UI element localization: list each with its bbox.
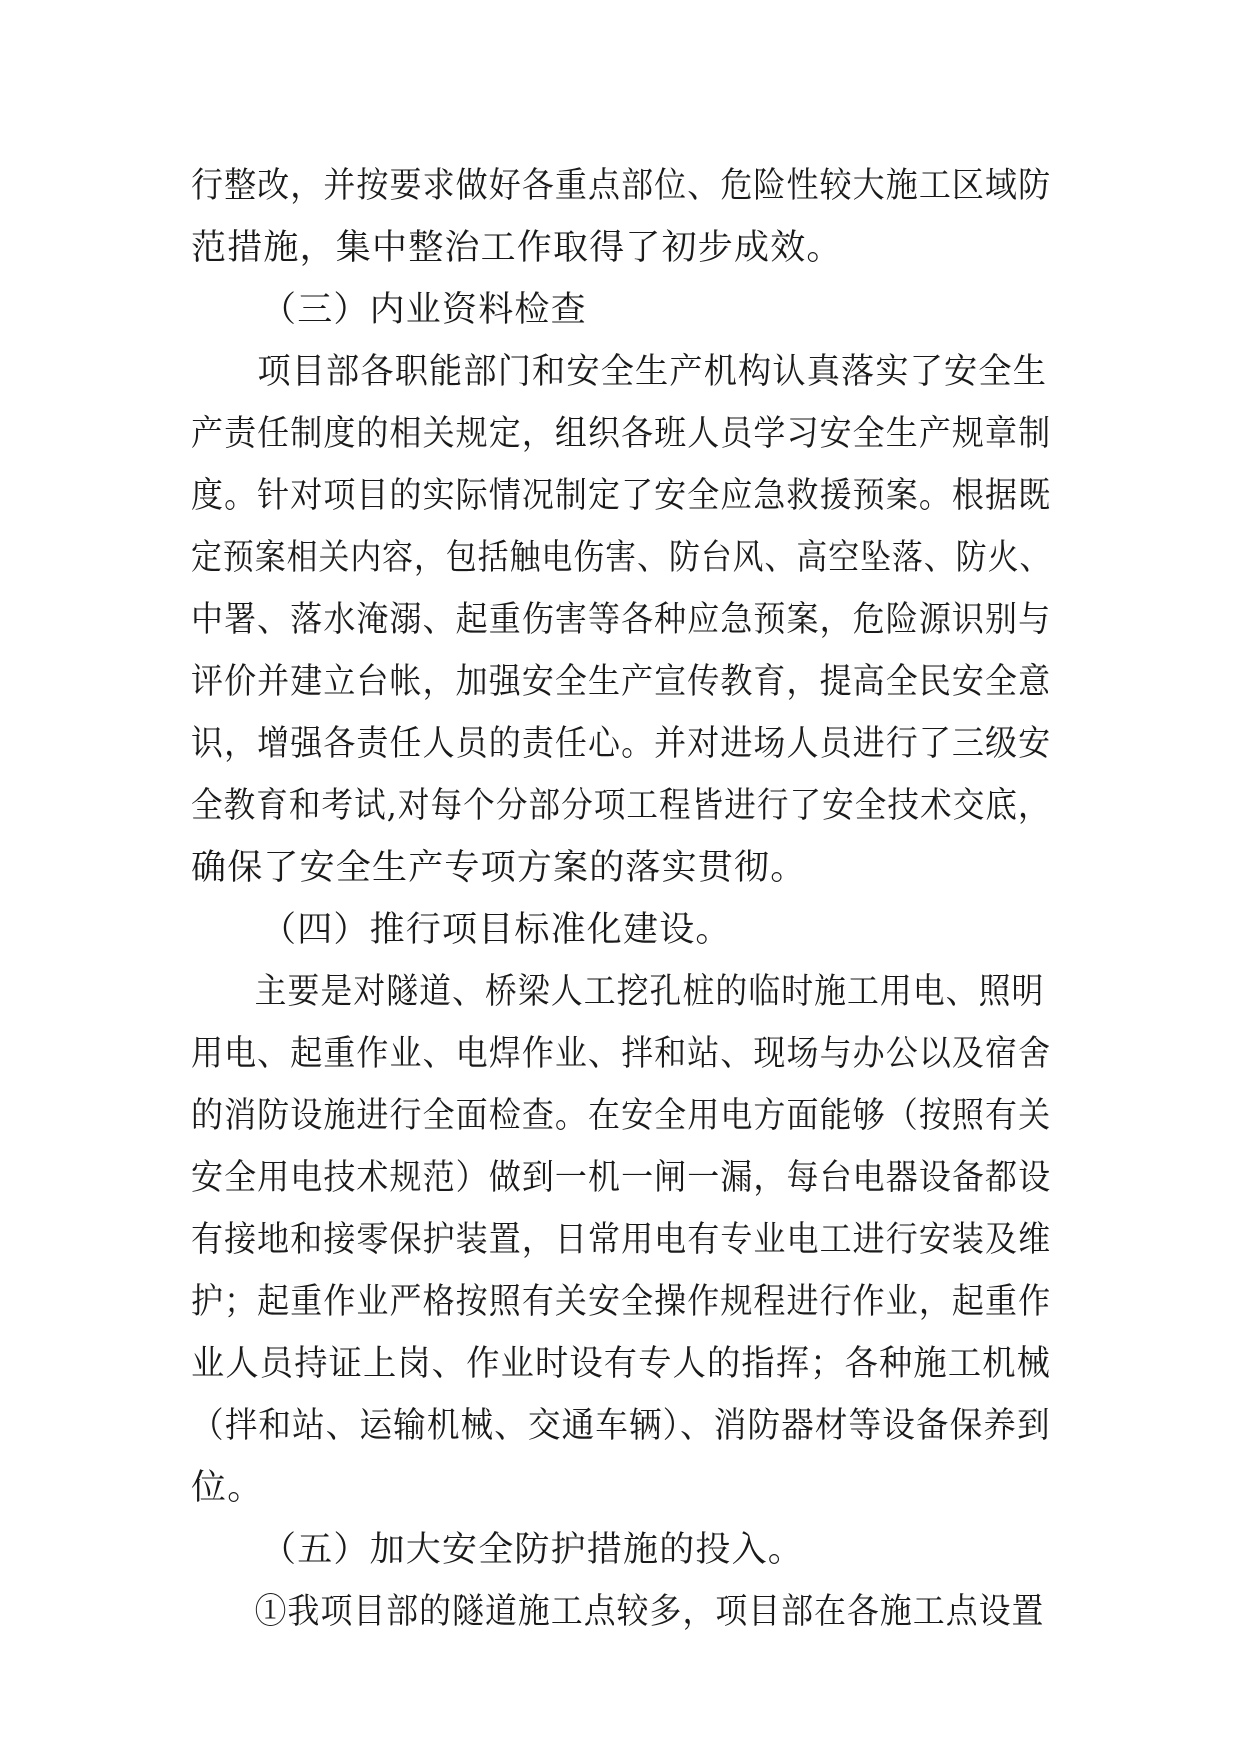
text-line: 确保了安全生产专项方案的落实贯彻。	[191, 848, 807, 888]
paragraph-standardization	[191, 961, 1051, 1519]
text-line: 范措施，集中整治工作取得了初步成效。	[191, 228, 843, 268]
text-line: 有接地和接零保护装置，日常用电有专业电工进行安装及维	[191, 1220, 1052, 1260]
text-line: 全教育和考试,对每个分部分项工程皆进行了安全技术交底，	[191, 786, 1051, 826]
text-line: 主要是对隧道、桥梁人工挖孔桩的临时施工用电、照明	[254, 972, 1045, 1012]
text-line: （拌和站、运输机械、交通车辆）、消防器材等设备保养到	[191, 1406, 1051, 1446]
text-line: 的消防设施进行全面检查。在安全用电方面能够（按照有关	[191, 1096, 1052, 1136]
paragraph-rectification	[191, 155, 1051, 279]
text-line: 位。	[191, 1468, 264, 1508]
text-line: ①我项目部的隧道施工点较多，项目部在各施工点设置	[254, 1592, 1045, 1632]
document-body	[191, 155, 1051, 1643]
text-line: 定预案相关内容，包括触电伤害、防台风、高空坠落、防火、	[191, 538, 1052, 578]
text-line: 度。针对项目的实际情况制定了安全应急救援预案。根据既	[191, 476, 1052, 516]
text-line: 项目部各职能部门和安全生产机构认真落实了安全生	[257, 352, 1048, 392]
text-line: 护；起重作业严格按照有关安全操作规程进行作业，起重作	[191, 1282, 1052, 1322]
text-line: 行整改，并按要求做好各重点部位、危险性较大施工区域防	[191, 166, 1052, 206]
text-line: 安全用电技术规范）做到一机一闸一漏，每台电器设备都设	[191, 1158, 1052, 1198]
paragraph-protection-measures	[191, 1581, 1051, 1643]
text-line: 产责任制度的相关规定，组织各班人员学习安全生产规章制	[191, 414, 1052, 454]
section-heading-4: （四）推行项目标准化建设。	[261, 910, 732, 950]
text-line: 识，增强各责任人员的责任心。并对进场人员进行了三级安	[191, 724, 1052, 764]
text-line: 评价并建立台帐，加强安全生产宣传教育，提高全民安全意	[191, 662, 1052, 702]
section-heading-5: （五）加大安全防护措施的投入。	[261, 1530, 805, 1570]
text-line: 业人员持证上岗、作业时设有专人的指挥；各种施工机械	[191, 1344, 1052, 1384]
section-heading-3: （三）内业资料检查	[261, 290, 587, 330]
text-line: 用电、起重作业、电焊作业、拌和站、现场与办公以及宿舍	[191, 1034, 1052, 1074]
text-line: 中署、落水淹溺、起重伤害等各种应急预案，危险源识别与	[191, 600, 1052, 640]
paragraph-internal-records	[191, 341, 1051, 899]
